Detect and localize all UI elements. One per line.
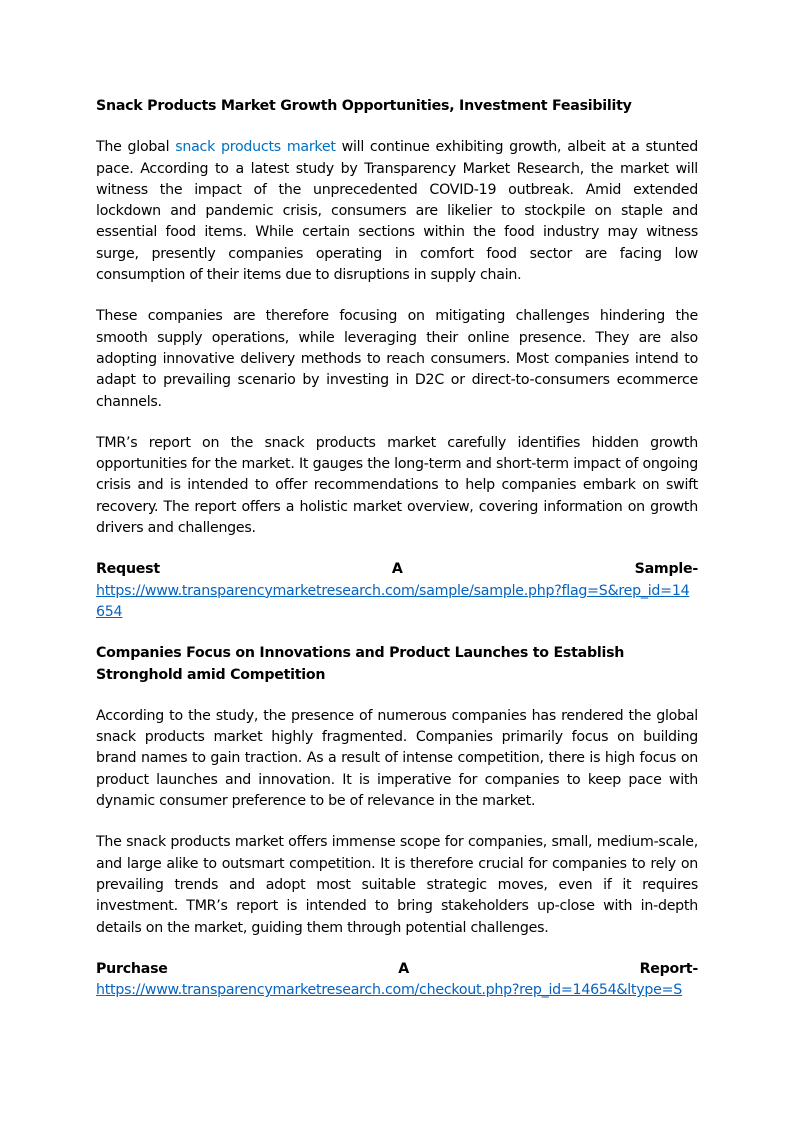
report-word: Report- (639, 960, 698, 977)
spacer (96, 286, 698, 306)
snack-products-market-link[interactable]: snack products market (175, 139, 336, 156)
companies-focus-paragraph: These companies are therefore focusing on mitigating challenges hindering the smooth supply operations, while leveraging their online presence. They are also adopting innovative delivery methods to reach consumers. Most companies intend to adapt to prevailing scenario by investing in D2C or direct-to-consumers ecommerce channels. (96, 308, 698, 410)
section-heading-growth: Snack Products Market Growth Opportunities, Investment Feasibility (96, 98, 632, 114)
request-sample-label (96, 559, 698, 580)
market-scope-paragraph: The snack products market offers immense scope for companies, small, medium-scale, and large alike to outsmart competition. It is therefore crucial for companies to rely on prevailing trends and adopt most suitable strategic moves, even if it requires investment. TMR’s report is intended to bring stakeholders up-close with in-depth details on the market, guiding them through potential challenges. (96, 834, 698, 936)
intro-paragraph (96, 137, 698, 286)
intro-text-after: will continue exhibiting growth, albeit at a stunted pace. According to a latest study by Transparency Market Research, the market will witness the impact of the unprecedented COVID-19 outbreak. Amid extended lockdown and pandemic crisis, consumers are likelier to stockpile on staple and essential food items. While certain sections within the food industry may witness surge, presently companies operating in comfort food sector are facing low consumption of their items due to disruptions in supply chain. (96, 139, 698, 284)
request-word: Request (96, 561, 160, 578)
spacer (96, 117, 698, 137)
spacer (96, 539, 698, 559)
fragmented-market-paragraph: According to the study, the presence of numerous companies has rendered the global snack products market highly fragmented. Companies primarily focus on building brand names to gain traction. As a result of intense competition, there is high focus on product launches and innovation. It is imperative for companies to keep pace with dynamic consumer preference to be of relevance in the market. (96, 707, 698, 810)
request-sample-block (96, 559, 698, 623)
purchase-report-block (96, 959, 698, 1002)
purchase-report-link[interactable]: https://www.transparencymarketresearch.com/checkout.php?rep_id=14654&ltype=S (96, 982, 683, 999)
spacer (96, 686, 698, 706)
spacer (96, 413, 698, 433)
section-heading-competition: Companies Focus on Innovations and Product Launches to Establish Stronghold amid Competition (96, 645, 625, 683)
spacer (96, 812, 698, 832)
sample-word: Sample- (634, 561, 698, 578)
request-sample-link[interactable]: https://www.transparencymarketresearch.com/sample/sample.php?flag=S&rep_id=14654 (96, 582, 690, 620)
a-word: A (398, 960, 409, 977)
purchase-word: Purchase (96, 960, 168, 977)
tmr-report-paragraph: TMR’s report on the snack products market carefully identifies hidden growth opportunities for the market. It gauges the long-term and short-term impact of ongoing crisis and is intended to offer recommendations to help companies embark on swift recovery. The report offers a holistic market overview, covering information on growth drivers and challenges. (96, 434, 698, 537)
intro-text-before: The global (96, 139, 176, 156)
purchase-report-label (96, 959, 698, 980)
a-word: A (391, 561, 403, 578)
document-page (96, 96, 698, 1001)
spacer (96, 623, 698, 643)
spacer (96, 939, 698, 959)
